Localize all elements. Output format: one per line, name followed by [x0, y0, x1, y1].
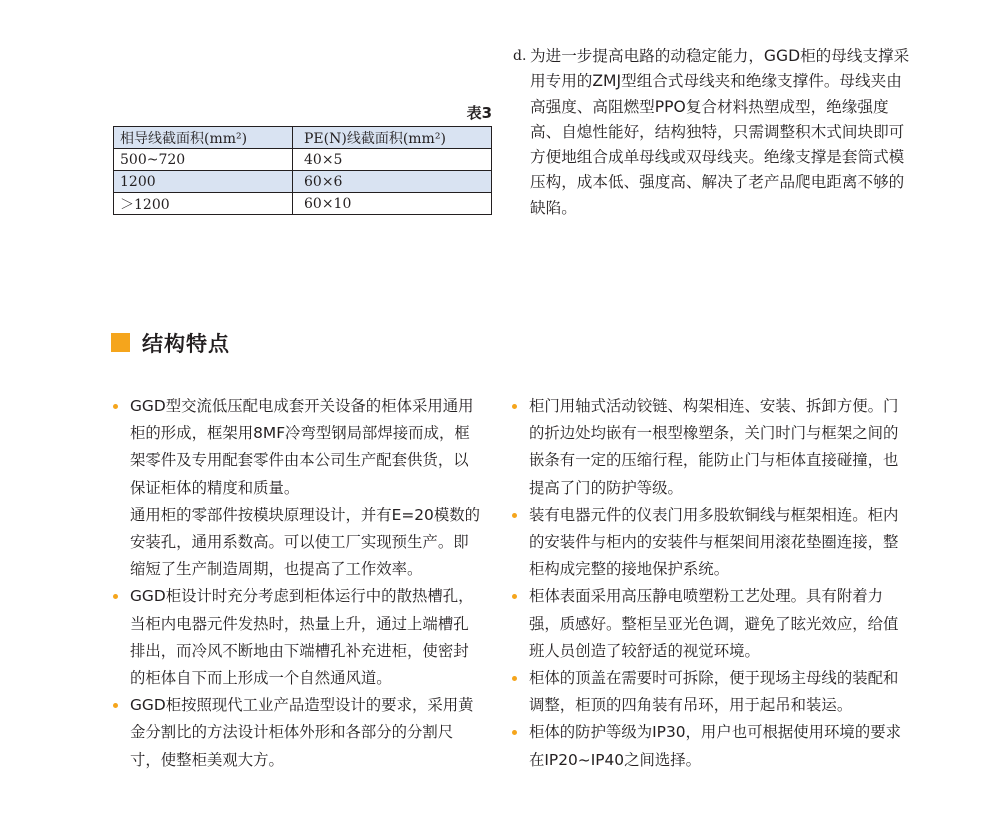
list-item [512, 502, 903, 584]
section-square-icon [111, 333, 130, 352]
table-label: 表3 [466, 104, 492, 122]
table-row [114, 171, 492, 193]
bullet-icon [113, 404, 118, 409]
table-cell: 60×10 [293, 193, 492, 215]
list-item-text: 柜体的防护等级为IP30，用户也可根据使用环境的要求在IP20~IP40之间选择。 [529, 723, 901, 769]
table-row [114, 149, 492, 171]
table-cell: 500~720 [114, 149, 293, 171]
table-header-pe-conductor: PE(N)线截面积(mm²) [293, 127, 492, 149]
list-item-text: 柜门用轴式活动铰链、构架相连、安装、拆卸方便。门的折边处均嵌有一根型橡塑条，关门时门与框架之间的嵌条有一定的压缩行程，能防止门与柜体直接碰撞，也提高了门的防护等级。 [529, 397, 899, 497]
paragraph-marker: d. [513, 48, 527, 64]
list-item [512, 719, 903, 773]
list-item-text: GGD柜设计时充分考虑到柜体运行中的散热槽孔，当柜内电器元件发热时，热量上升，通过上端槽孔排出，而冷风不断地由下端槽孔补充进柜，使密封的柜体自下而上形成一个自然通风道。 [130, 587, 474, 688]
table-row [114, 193, 492, 215]
bullet-icon [113, 703, 118, 708]
paragraph-d-text: 为进一步提高电路的动稳定能力，GGD柜的母线支撑采用专用的ZMJ型组合式母线夹和绝缘支撑件。母线夹由高强度、高阻燃型PPO复合材料热塑成型，绝缘强度高、自熄性能好，结构独特，只需调整积木式间块即可方便地组合成单母线或双母线夹。绝缘支撑是套筒式模压构，成本低、强度高、解决了老产品爬电距离不够的缺陷。 [530, 47, 910, 217]
paragraph-d [513, 44, 913, 221]
bullet-icon [512, 594, 517, 599]
table-cell: ＞1200 [114, 193, 293, 215]
section-title: 结构特点 [142, 332, 230, 356]
table-header-row [114, 127, 492, 149]
list-item [512, 665, 903, 719]
list-item [113, 692, 481, 774]
left-feature-column [113, 393, 481, 774]
list-item [113, 583, 481, 692]
bullet-icon [512, 513, 517, 518]
bullet-icon [512, 676, 517, 681]
list-item [113, 393, 481, 502]
table-cell: 40×5 [293, 149, 492, 171]
table-cell: 60×6 [293, 171, 492, 193]
list-item-subparagraph: 通用柜的零部件按模块原理设计，并有E=20模数的安装孔，通用系数高。可以使工厂实现预生产。即缩短了生产制造周期，也提高了工作效率。 [130, 505, 481, 579]
table-header-phase-conductor: 相导线截面积(mm²) [114, 127, 293, 149]
list-item-text: GGD型交流低压配电成套开关设备的柜体采用通用柜的形成，框架用8MF冷弯型钢局部焊接而成，框架零件及专用配套零件由本公司生产配套供货，以保证柜体的精度和质量。 [130, 397, 474, 497]
cross-section-table [113, 126, 492, 215]
table-cell: 1200 [114, 171, 293, 193]
list-item-text: 柜体表面采用高压静电喷塑粉工艺处理。具有附着力强，质感好。整柜呈亚光色调，避免了眩光效应，给值班人员创造了较舒适的视觉环境。 [529, 587, 899, 660]
right-feature-column [512, 393, 903, 774]
list-item-text: 柜体的顶盖在需要时可拆除，便于现场主母线的装配和调整，柜顶的四角装有吊环，用于起吊和装运。 [529, 669, 899, 715]
bullet-icon [512, 730, 517, 735]
list-item [512, 583, 903, 665]
list-item-text: GGD柜按照现代工业产品造型设计的要求，采用黄金分割比的方法设计柜体外形和各部分的分割尺寸，使整柜美观大方。 [130, 696, 474, 769]
bullet-icon [512, 404, 517, 409]
list-item [512, 393, 903, 502]
list-item-text: 装有电器元件的仪表门用多股软铜线与框架相连。柜内的安装件与柜内的安装件与框架间用滚花垫圈连接，整柜构成完整的接地保护系统。 [529, 505, 899, 579]
bullet-icon [113, 594, 118, 599]
